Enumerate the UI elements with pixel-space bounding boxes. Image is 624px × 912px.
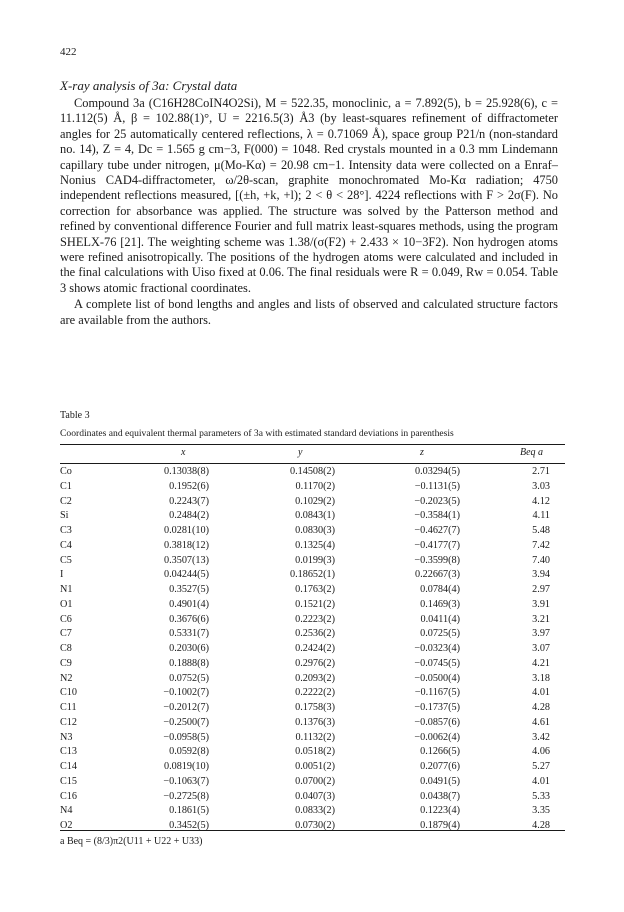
beq-value: 4.11 <box>532 510 550 522</box>
atom-label: C4 <box>60 539 72 551</box>
z-value: 0.0491(5) <box>420 775 460 787</box>
x-value: 0.2243(7) <box>169 495 209 507</box>
x-value: 0.0819(10) <box>164 761 209 772</box>
table-row <box>60 554 550 569</box>
table-row <box>60 598 550 613</box>
z-value: 0.1469(3) <box>420 598 460 610</box>
x-value: 0.3452(5) <box>169 820 209 831</box>
column-header-z: z <box>420 447 424 458</box>
y-value: 0.2976(2) <box>295 657 335 669</box>
z-value: −0.3584(1) <box>414 510 460 522</box>
beq-value: 3.21 <box>532 613 550 625</box>
table-row <box>60 627 550 642</box>
x-value: 0.1888(8) <box>169 657 209 669</box>
z-value: −0.1131(5) <box>414 480 460 492</box>
table-row <box>60 686 550 701</box>
x-value: 0.4901(4) <box>169 598 209 610</box>
y-value: 0.1763(2) <box>295 584 335 595</box>
x-value: −0.2012(7) <box>163 702 209 713</box>
table-row <box>60 465 550 480</box>
table-caption: Coordinates and equivalent thermal parameters of 3a with estimated standard deviations in parenthesis <box>60 428 454 439</box>
y-value: 0.1521(2) <box>295 598 335 610</box>
z-value: −0.3599(8) <box>414 554 460 566</box>
z-value: −0.0857(6) <box>414 716 460 728</box>
atom-label: C10 <box>60 687 77 699</box>
beq-value: 4.28 <box>532 820 550 831</box>
y-value: 0.0518(2) <box>295 746 335 758</box>
x-value: −0.2500(7) <box>163 716 209 728</box>
z-value: −0.0500(4) <box>414 672 460 684</box>
z-value: 0.03294(5) <box>415 466 460 477</box>
table-row <box>60 672 550 687</box>
table-row <box>60 568 550 583</box>
atom-label: C1 <box>60 480 72 492</box>
beq-value: 3.94 <box>532 569 550 581</box>
x-value: −0.0958(5) <box>163 731 209 743</box>
table-row <box>60 819 550 834</box>
atom-label: N1 <box>60 584 73 595</box>
z-value: 0.2077(6) <box>420 761 460 772</box>
table-top-rule <box>60 444 565 445</box>
table-footnote: a Beq = (8/3)π2(U11 + U22 + U33) <box>60 836 203 847</box>
z-value: −0.0062(4) <box>414 731 460 743</box>
body-text <box>60 96 558 328</box>
y-value: 0.0407(3) <box>295 790 335 802</box>
z-value: −0.4177(7) <box>414 539 460 551</box>
beq-value: 3.42 <box>532 731 550 743</box>
table-row <box>60 775 550 790</box>
table-row <box>60 760 550 775</box>
beq-value: 7.42 <box>532 539 550 551</box>
z-value: 0.0438(7) <box>420 790 460 802</box>
atom-label: Co <box>60 466 72 477</box>
table-row <box>60 480 550 495</box>
y-value: 0.14508(2) <box>290 466 335 477</box>
x-value: 0.1952(6) <box>169 480 209 492</box>
table-row <box>60 716 550 731</box>
atom-label: O2 <box>60 820 73 831</box>
table-row <box>60 745 550 760</box>
beq-value: 3.91 <box>532 598 550 610</box>
y-value: 0.2093(2) <box>295 672 335 684</box>
y-value: 0.2223(2) <box>295 613 335 625</box>
atom-label: N3 <box>60 731 73 743</box>
beq-value: 3.18 <box>532 672 550 684</box>
beq-value: 4.28 <box>532 702 550 713</box>
x-value: 0.3818(12) <box>164 539 209 551</box>
beq-value: 3.97 <box>532 628 550 640</box>
atom-label: C6 <box>60 613 72 625</box>
beq-value: 4.21 <box>532 657 550 669</box>
beq-value: 5.27 <box>532 761 550 772</box>
y-value: 0.1132(2) <box>295 731 335 743</box>
atom-label: C5 <box>60 554 72 566</box>
z-value: −0.2023(5) <box>414 495 460 507</box>
x-value: −0.1002(7) <box>163 687 209 699</box>
table-row <box>60 495 550 510</box>
atom-label: C16 <box>60 790 77 802</box>
z-value: −0.0745(5) <box>414 657 460 669</box>
z-value: −0.0323(4) <box>414 643 460 654</box>
atom-label: C7 <box>60 628 72 640</box>
y-value: 0.0833(2) <box>295 805 335 817</box>
atom-label: C12 <box>60 716 77 728</box>
y-value: 0.2222(2) <box>295 687 335 699</box>
table-row <box>60 613 550 628</box>
column-header-y: y <box>298 447 303 458</box>
z-value: −0.1737(5) <box>414 702 460 713</box>
x-value: 0.2484(2) <box>169 510 209 522</box>
x-value: 0.5331(7) <box>169 628 209 640</box>
table-row <box>60 642 550 657</box>
table-row <box>60 539 550 554</box>
table-row <box>60 583 550 598</box>
y-value: 0.0830(3) <box>295 525 335 536</box>
beq-value: 4.61 <box>532 716 550 728</box>
x-value: 0.3676(6) <box>169 613 209 625</box>
beq-value: 4.01 <box>532 775 550 787</box>
crystal-data-paragraph: Compound 3a (C16H28CoIN4O2Si), M = 522.35, monoclinic, a = 7.892(5), b = 25.928(6), c = 11.112(5) Å, β = 102.88(1)°, U = 2216.5(3) Å3 (by least-squares refinement of diffractometer angles for 25 automatically centered reflections, λ = 0.71069 Å), space group P21/n (non-standard no. 14), Z = 4, Dc = 1.565 g cm−3, F(000) = 1048. Red crystals mounted in a 0.3 mm Lindemann capillary tube under nitrogen, μ(Mo-Kα) = 20.98 cm−1. Intensity data were collected on a Enraf–Nonius CAD4-diffractometer, ω/2θ-scan, graphite monochromated Mo-Kα radiation; 4750 independent reflections measured, [(±h, +k, +l); 2 < θ < 28°]. 4224 reflections with F > 2σ(F). No correction for absorbance was applied. The structure was solved by the Patterson method and refined by conventional difference Fourier and full matrix least-squares methods, using the program SHELX-76 [21]. The weighting scheme was 1.38/(σ(F2) + 2.433 × 10−3F2). Non hydrogen atoms were refined anisotropically. The positions of the hydrogen atoms were calculated and included in the final calculations with Uiso fixed at 0.06. The final residuals were R = 0.049, Rw = 0.054. Table 3 shows atomic fractional coordinates. <box>60 96 558 295</box>
beq-value: 2.97 <box>532 584 550 595</box>
table-row <box>60 524 550 539</box>
table-row <box>60 790 550 805</box>
beq-value: 7.40 <box>532 554 550 566</box>
atom-label: C8 <box>60 643 72 654</box>
beq-value: 5.33 <box>532 790 550 802</box>
coordinates-table-body <box>60 465 550 834</box>
x-value: 0.1861(5) <box>169 805 209 817</box>
beq-value: 4.01 <box>532 687 550 699</box>
y-value: 0.2424(2) <box>295 643 335 654</box>
y-value: 0.1170(2) <box>295 480 335 492</box>
table-bottom-rule <box>60 830 565 831</box>
x-value: 0.0281(10) <box>164 525 209 536</box>
atom-label: C15 <box>60 775 77 787</box>
z-value: −0.1167(5) <box>414 687 460 699</box>
atom-label: C9 <box>60 657 72 669</box>
column-header-beq: Beq a <box>520 447 544 458</box>
y-value: 0.2536(2) <box>295 628 335 640</box>
table-row <box>60 804 550 819</box>
atom-label: I <box>60 569 64 581</box>
atom-label: Si <box>60 510 69 522</box>
y-value: 0.1325(4) <box>295 539 335 551</box>
y-value: 0.18652(1) <box>290 569 335 581</box>
y-value: 0.1376(3) <box>295 716 335 728</box>
y-value: 0.0199(3) <box>295 554 335 566</box>
z-value: 0.1223(4) <box>420 805 460 817</box>
z-value: 0.0411(4) <box>420 613 460 625</box>
availability-paragraph: A complete list of bond lengths and angles and lists of observed and calculated structure factors are available from the authors. <box>60 297 558 327</box>
beq-value: 5.48 <box>532 525 550 536</box>
atom-label: C11 <box>60 702 77 713</box>
page-number: 422 <box>60 46 77 58</box>
table-label: Table 3 <box>60 410 90 421</box>
table-row <box>60 509 550 524</box>
beq-value: 3.35 <box>532 805 550 817</box>
beq-value: 3.03 <box>532 480 550 492</box>
atom-label: C3 <box>60 525 72 536</box>
y-value: 0.1758(3) <box>295 702 335 713</box>
z-value: 0.0784(4) <box>420 584 460 595</box>
section-title: X-ray analysis of 3a: Crystal data <box>60 78 238 93</box>
table-row <box>60 731 550 746</box>
beq-value: 3.07 <box>532 643 550 654</box>
column-header-x: x <box>181 447 186 458</box>
x-value: −0.1063(7) <box>163 775 209 787</box>
z-value: −0.4627(7) <box>414 525 460 536</box>
y-value: 0.1029(2) <box>295 495 335 507</box>
z-value: 0.1266(5) <box>420 746 460 758</box>
x-value: 0.2030(6) <box>169 643 209 654</box>
x-value: −0.2725(8) <box>163 790 209 802</box>
z-value: 0.0725(5) <box>420 628 460 640</box>
z-value: 0.22667(3) <box>415 569 460 581</box>
y-value: 0.0843(1) <box>295 510 335 522</box>
table-header-rule <box>60 463 565 464</box>
x-value: 0.0752(5) <box>169 672 209 684</box>
atom-label: N2 <box>60 672 73 684</box>
x-value: 0.13038(8) <box>164 466 209 477</box>
atom-label: C13 <box>60 746 77 758</box>
y-value: 0.0051(2) <box>295 761 335 772</box>
atom-label: N4 <box>60 805 73 817</box>
beq-value: 2.71 <box>532 466 550 477</box>
table-row <box>60 701 550 716</box>
x-value: 0.3507(13) <box>164 554 209 566</box>
atom-label: C2 <box>60 495 72 507</box>
coordinates-table <box>60 465 550 834</box>
beq-value: 4.06 <box>532 746 550 758</box>
y-value: 0.0700(2) <box>295 775 335 787</box>
atom-label: C14 <box>60 761 77 772</box>
x-value: 0.04244(5) <box>164 569 209 581</box>
x-value: 0.3527(5) <box>169 584 209 595</box>
x-value: 0.0592(8) <box>169 746 209 758</box>
y-value: 0.0730(2) <box>295 820 335 831</box>
z-value: 0.1879(4) <box>420 820 460 831</box>
table-row <box>60 657 550 672</box>
beq-value: 4.12 <box>532 495 550 507</box>
atom-label: O1 <box>60 598 73 610</box>
